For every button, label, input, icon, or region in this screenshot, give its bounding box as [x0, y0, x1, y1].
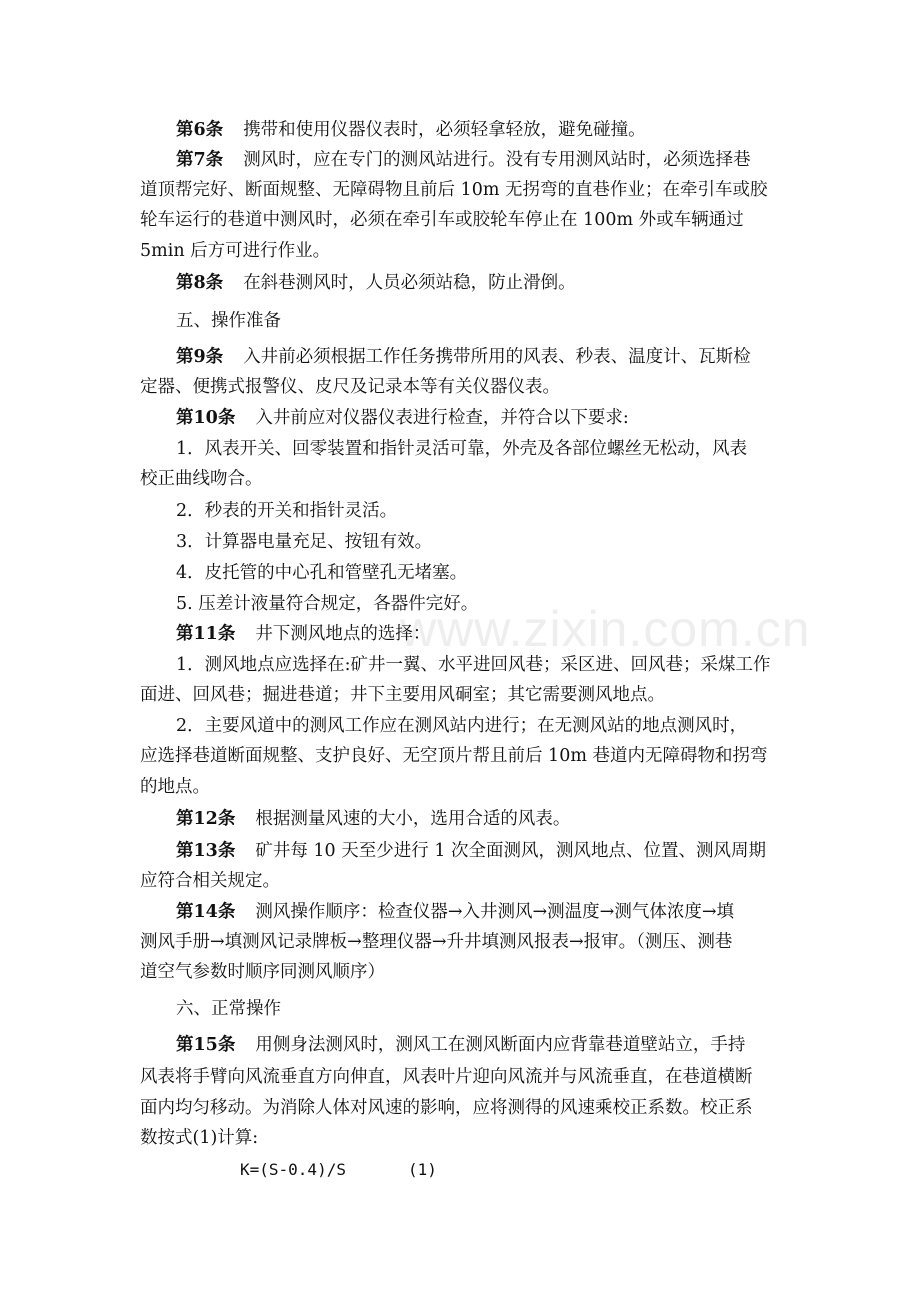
article-number: 第10条	[176, 408, 236, 428]
article-number: 第12条	[176, 809, 236, 829]
list-item: 5. 压差计液量符合规定，各器件完好。	[176, 594, 479, 614]
article-number: 第15条	[176, 1035, 236, 1055]
section-heading: 六、正常操作	[176, 999, 281, 1019]
article-number: 第11条	[176, 624, 236, 644]
paragraph-line: 校正曲线吻合。	[140, 469, 263, 489]
paragraph-text: 测风时，应在专门的测风站进行。没有专用测风站时，必须选择巷	[243, 150, 751, 170]
article-14	[176, 897, 836, 927]
article-7	[176, 145, 836, 175]
paragraph-text: 入井前应对仪器仪表进行检查，并符合以下要求:	[255, 408, 629, 428]
formula-number: (1)	[407, 1160, 437, 1179]
article-number: 第6条	[176, 120, 224, 140]
paragraph-line: 面内均匀移动。为消除人体对风速的影响，应将测得的风速乘校正系数。校正系	[140, 1098, 753, 1118]
paragraph-line: 5min 后方可进行作业。	[140, 241, 331, 261]
formula	[240, 1155, 900, 1185]
article-number: 第7条	[176, 150, 224, 170]
article-6	[176, 115, 836, 145]
article-9	[176, 342, 836, 372]
paragraph-text: 根据测量风速的大小，选用合适的风表。	[255, 809, 571, 829]
list-item: 3．计算器电量充足、按钮有效。	[176, 532, 433, 552]
paragraph-text: 用侧身法测风时，测风工在测风断面内应背靠巷道壁站立，手持	[255, 1035, 746, 1055]
paragraph-text: 矿井每 10 天至少进行 1 次全面测风，测风地点、位置、测风周期	[255, 841, 767, 861]
paragraph-line: 的地点。	[140, 777, 210, 797]
paragraph-line: 轮车运行的巷道中测风时，必须在牵引车或胶轮车停止在 100m 外或车辆通过	[140, 210, 744, 230]
article-number: 第14条	[176, 902, 236, 922]
paragraph-line: 数按式(1)计算:	[140, 1128, 259, 1148]
article-number: 第9条	[176, 347, 224, 367]
article-12	[176, 804, 836, 834]
formula-expression: K=(S-0.4)/S	[240, 1160, 346, 1179]
paragraph-line: 应符合相关规定。	[140, 871, 280, 891]
list-item: 1．测风地点应选择在:矿井一翼、水平进回风巷；采区进、回风巷；采煤工作	[176, 655, 771, 675]
section-heading: 五、操作准备	[176, 311, 281, 331]
list-item: 4．皮托管的中心孔和管壁孔无堵塞。	[176, 563, 468, 583]
article-number: 第13条	[176, 841, 236, 861]
article-13	[176, 836, 836, 866]
paragraph-line: 应选择巷道断面规整、支护良好、无空顶片帮且前后 10m 巷道内无障碍物和拐弯	[140, 746, 768, 766]
paragraph-line: 风表将手臂向风流垂直方向伸直，风表叶片迎向风流并与风流垂直，在巷道横断	[140, 1067, 753, 1087]
article-15	[176, 1030, 836, 1060]
article-number: 第8条	[176, 273, 224, 293]
watermark: www.zixin.com.cn	[400, 601, 811, 657]
paragraph-text: 在斜巷测风时，人员必须站稳，防止滑倒。	[243, 273, 576, 293]
list-item: 2．秒表的开关和指针灵活。	[176, 501, 398, 521]
paragraph-line: 面进、回风巷；掘进巷道；井下主要用风硐室；其它需要测风地点。	[140, 685, 665, 705]
paragraph-text: 井下测风地点的选择：	[255, 624, 431, 644]
paragraph-line: 测风手册→填测风记录牌板→整理仪器→升井填测风报表→报审。（测压、测巷	[140, 932, 733, 952]
article-10	[176, 403, 836, 433]
paragraph-line: 道顶帮完好、断面规整、无障碍物且前后 10m 无拐弯的直巷作业；在牵引车或胶	[140, 180, 768, 200]
list-item: 2．主要风道中的测风工作应在测风站内进行；在无测风站的地点测风时，	[176, 716, 748, 736]
paragraph-text: 测风操作顺序：检查仪器→入井测风→测温度→测气体浓度→填	[255, 902, 735, 922]
paragraph-line: 定器、便携式报警仪、皮尺及记录本等有关仪器仪表。	[140, 377, 560, 397]
paragraph-text: 携带和使用仪器仪表时，必须轻拿轻放，避免碰撞。	[243, 120, 646, 140]
article-11	[176, 619, 836, 649]
article-8	[176, 268, 836, 298]
paragraph-line: 道空气参数时顺序同测风顺序）	[140, 962, 385, 982]
paragraph-text: 入井前必须根据工作任务携带所用的风表、秒表、温度计、瓦斯检	[243, 347, 751, 367]
list-item: 1．风表开关、回零装置和指针灵活可靠，外壳及各部位螺丝无松动，风表	[176, 439, 748, 459]
